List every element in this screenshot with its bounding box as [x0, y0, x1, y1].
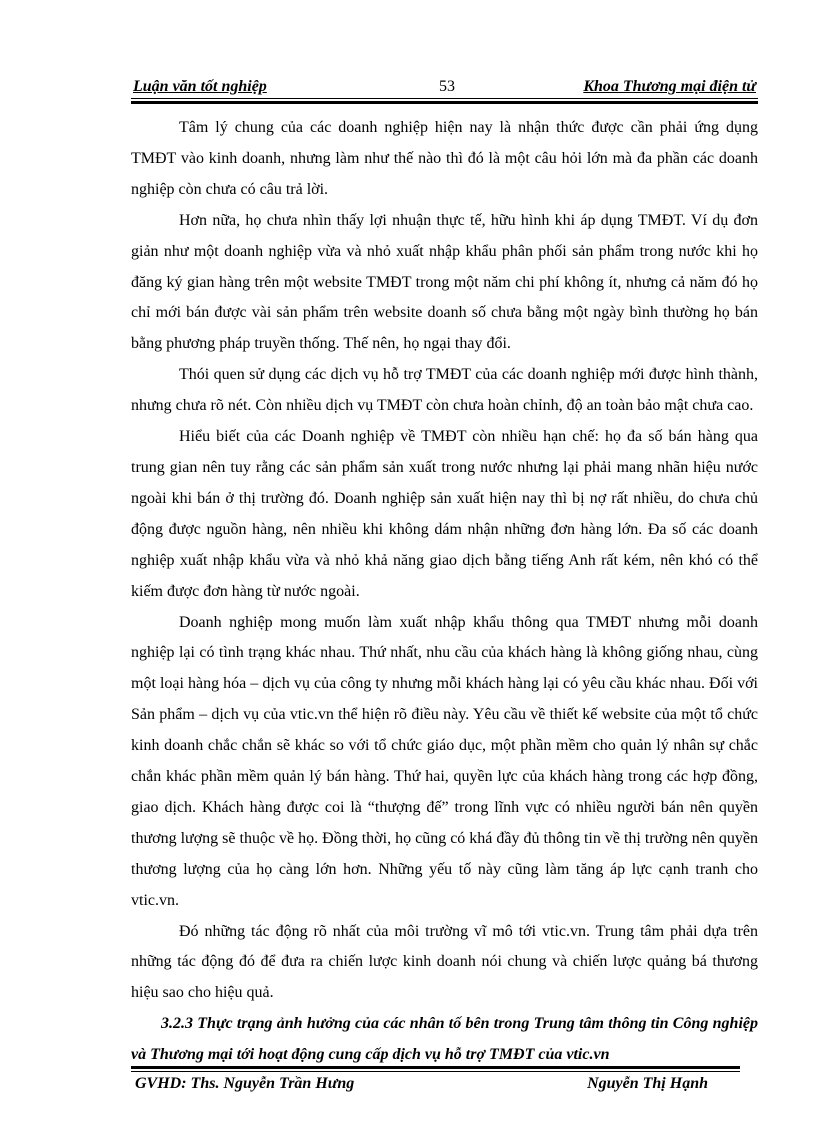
paragraph: Thói quen sử dụng các dịch vụ hỗ trợ TMĐT của các doanh nghiệp mới được hình thành, nhưng chưa rõ nét. Còn nhiều dịch vụ TMĐT còn chưa hoàn chỉnh, độ an toàn bảo mật chưa cao.	[131, 366, 758, 415]
section-heading: 3.2.3 Thực trạng ảnh hưởng của các nhân tố bên trong Trung tâm thông tin Công nghiệp và Thương mại tới hoạt động cung cấp dịch vụ hỗ trợ TMĐT của vtic.vn	[131, 1015, 758, 1064]
footer-rule-thick	[131, 1066, 740, 1069]
page-number: 53	[439, 78, 455, 95]
header-faculty-label: Khoa Thương mại điện tử	[583, 78, 756, 95]
page-header	[131, 78, 758, 100]
footer-supervisor: GVHD: Ths. Nguyễn Trần Hưng	[135, 1075, 355, 1092]
paragraph: Đó những tác động rõ nhất của môi trường vĩ mô tới vtic.vn. Trung tâm phải dựa trên những tác động đó để đưa ra chiến lược kinh doanh nói chung và chiến lược quảng bá thương hiệu sao cho hiệu quả.	[131, 922, 758, 1002]
footer-rule-thin	[131, 1071, 740, 1072]
header-thesis-label: Luận văn tốt nghiệp	[133, 78, 267, 95]
body-text	[131, 113, 758, 1071]
paragraph: Doanh nghiệp mong muốn làm xuất nhập khẩu thông qua TMĐT nhưng mỗi doanh nghiệp lại có tình trạng khác nhau. Thứ nhất, nhu cầu của khách hàng là không giống nhau, cùng một loại hàng hóa – dịch vụ của công ty nhưng mỗi khách hàng lại có yêu cầu khác nhau. Đối với Sản phẩm – dịch vụ của vtic.vn thể hiện rõ điều này. Yêu cầu về thiết kế website của một tổ chức kinh doanh chắc chắn sẽ khác so với tổ chức giáo dục, một phần mềm cho quản lý nhân sự chắc chắn khác phần mềm quản lý bán hàng. Thứ hai, quyền lực của khách hàng trong các hợp đồng, giao dịch. Khách hàng được coi là “thượng đế” trong lĩnh vực có nhiều người bán nên quyền thương lượng sẽ thuộc về họ. Đồng thời, họ cũng có khá đầy đủ thông tin về thị trường nên quyền thương lượng của họ càng lớn hơn. Những yếu tố này cũng làm tăng áp lực cạnh tranh cho vtic.vn.	[131, 613, 758, 909]
paragraph: Hiểu biết của các Doanh nghiệp về TMĐT còn nhiều hạn chế: họ đa số bán hàng qua trung gian nên tuy rằng các sản phẩm sản xuất trong nước nhưng lại phải mang nhãn hiệu nước ngoài khi bán ở thị trường đó. Doanh nghiệp sản xuất hiện nay thì bị nợ rất nhiều, do chưa chủ động được nguồn hàng, nên nhiều khi không dám nhận những đơn hàng lớn. Đa số các doanh nghiệp xuất nhập khẩu vừa và nhỏ khả năng giao dịch bằng tiếng Anh rất kém, nên khó có thể kiếm được đơn hàng từ nước ngoài.	[131, 428, 758, 600]
paragraph: Hơn nữa, họ chưa nhìn thấy lợi nhuận thực tế, hữu hình khi áp dụng TMĐT. Ví dụ đơn giản như một doanh nghiệp vừa và nhỏ xuất nhập khẩu phân phối sản phẩm trong nước khi họ đăng ký gian hàng trên một website TMĐT trong một năm chi phí không ít, nhưng cả năm đó họ chỉ mới bán được vài sản phẩm trên website doanh số chưa bằng một ngày bình thường họ bán bằng phương pháp truyền thống. Thế nên, họ ngại thay đổi.	[131, 211, 758, 353]
footer-author: Nguyễn Thị Hạnh	[587, 1075, 708, 1092]
page-footer	[131, 1075, 740, 1097]
paragraph: Tâm lý chung của các doanh nghiệp hiện nay là nhận thức được cần phải ứng dụng TMĐT vào kinh doanh, nhưng làm như thế nào thì đó là một câu hỏi lớn mà đa phần các doanh nghiệp còn chưa có câu trả lời.	[131, 119, 758, 198]
header-rule-thick	[131, 101, 758, 104]
header-rule-thin	[131, 98, 758, 99]
